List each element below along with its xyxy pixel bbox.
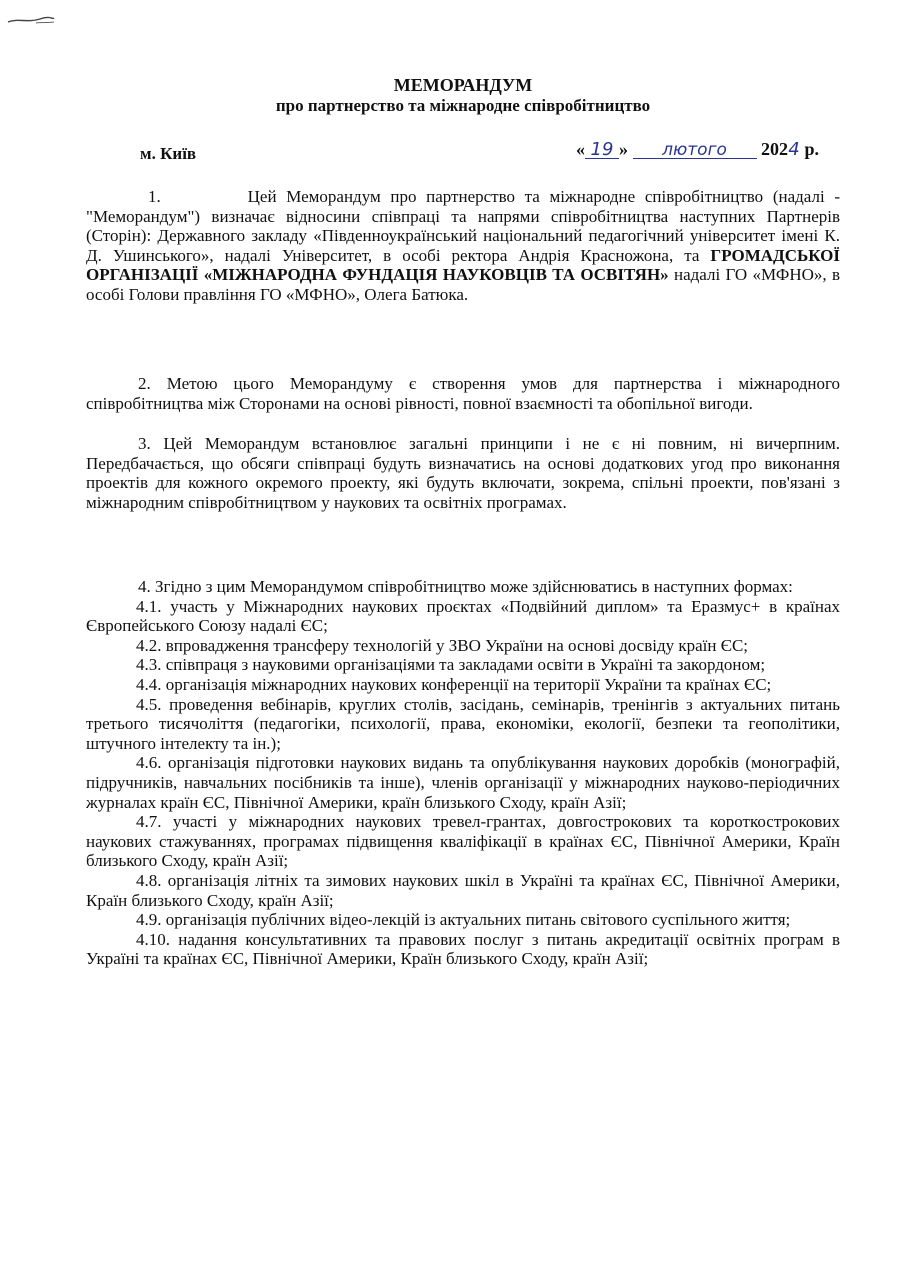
list-item-4-4: 4.4. організація міжнародних наукових конференції на території України та країнах ЄС; [136,674,772,694]
date-month-handwritten: лютого [633,142,757,159]
list-item-4-7: 4.7. участі у міжнародних наукових тревел-грантах, довгострокових та короткострокових наукових стажуваннях, програмах підвищення кваліфікації в країнах ЄС, Північної Америки, Країн близького Сходу, країн Азії; [86,812,840,871]
list-item-4-5: 4.5. проведення вебінарів, круглих столів, засідань, семінарів, тренінгів з актуальних питань третього тисячоліття (педагогіки, психології, права, економіки, екології, безпеки та геополітики, штучного інтелекту та ін.); [86,694,840,753]
scan-mark-decoration [6,14,56,26]
list-item-4-3: 4.3. співпраця з науковими організаціями та закладами освіти в Україні та закордоном; [136,655,766,675]
list-item-4-8: 4.8. організація літніх та зимових наукових шкіл в Україні та країнах ЄС, Північної Америки, Країн близького Сходу, країн Азії; [86,870,840,910]
paragraph-4 [86,577,840,969]
document-date [576,140,819,160]
paragraph-2 [86,374,840,413]
paragraph-2-text: 2. Метою цього Меморандуму є створення умов для партнерства і міжнародного співробітництва між Сторонами на основі рівності, повної взаємності та обопільної вигоди. [86,374,840,413]
paragraph-3 [86,434,840,512]
document-place: м. Київ [140,144,197,163]
list-item-4-6: 4.6. організація підготовки наукових видань та опублікування наукових доробків (монографій, підручників, навчальних посібників та інше), членів організації у міжнародних науково-періодичних журналах країн ЄС, Північної Америки, країн близького Сходу, країн Азії; [86,753,840,812]
document-title: МЕМОРАНДУМ [393,75,533,95]
paragraph-1-text-b: надалі ГО «МФНО», в особі Голови правління ГО «МФНО», Олега Батюка. [86,265,841,304]
paragraph-1-number: 1. [148,187,161,206]
list-item-4-1: 4.1. участь у Міжнародних наукових проєктах «Подвійний диплом» та Еразмус+ в країнах Європейського Союзу надалі ЄС; [86,596,840,636]
date-open-quote: « [576,139,585,159]
date-year-handwritten: 4 [788,139,800,160]
date-suffix: р. [804,139,820,159]
date-close-quote: » [619,139,628,159]
document-subtitle: про партнерство та міжнародне співробітництво [275,96,651,115]
paragraph-1 [86,187,840,305]
paragraph-1-org-name: ГРОМАДСЬКОЇ ОРГАНІЗАЦІЇ «МІЖНАРОДНА ФУНДАЦІЯ НАУКОВЦІВ ТА ОСВІТЯН» [86,245,841,285]
date-day-handwritten: 19 [585,142,619,159]
list-item-4-2: 4.2. впровадження трансферу технологій у ЗВО України на основі досвіду країн ЄС; [136,635,749,655]
paragraph-3-text: 3. Цей Меморандум встановлює загальні принципи і не є ні повним, ні вичерпним. Передбачається, що обсяги співпраці будуть визначатись на основі додаткових угод про виконання проектів для кожного окремого проекту, які будуть включати, зокрема, спільні проекти, пов'язані з міжнародним співробітництвом у наукових та освітніх програмах. [86,434,840,512]
date-year-printed: 202 [761,139,788,159]
paragraph-4-text: 4. Згідно з цим Меморандумом співробітництво може здійснюватись в наступних формах: [138,577,793,596]
paragraph-1-text-a: Цей Меморандум про партнерство та міжнародне співробітництво (надалі - "Меморандум") визначає відносини співпраці та напрями співробітництва наступних Партнерів (Сторін): Державного закладу «Південноукраїнський національний педагогічний університет імені К. Д. Ушинського», надалі Університет, в особі ректора Андрія Красножона, та [86,187,840,265]
list-item-4-9: 4.9. організація публічних відео-лекцій із актуальних питань світового суспільного життя; [136,910,791,930]
list-item-4-10: 4.10. надання консультативних та правових послуг з питань акредитації освітніх програм в Україні та країнах ЄС, Північної Америки, Країн близького Сходу, країн Азії; [86,929,840,969]
